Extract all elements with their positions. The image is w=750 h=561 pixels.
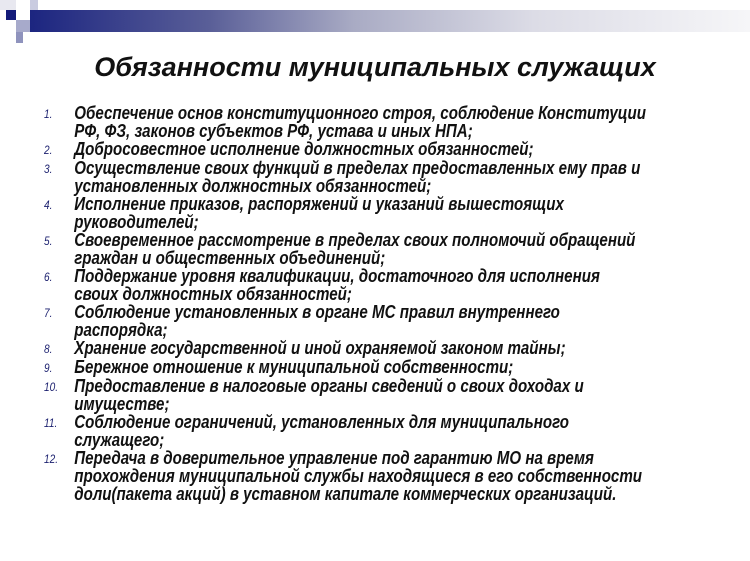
item-number: 10.	[44, 380, 59, 394]
decor-square	[16, 32, 23, 43]
decor-square	[6, 10, 16, 20]
list-item	[44, 104, 716, 140]
item-text: Обеспечение основ конституционного строя, соблюдение Конституции РФ, ФЗ, законов субъектов РФ, устава и иных НПА;	[74, 103, 647, 141]
decor-square	[0, 0, 16, 10]
item-text: Соблюдение ограничений, установленных для муниципального служащего;	[74, 412, 570, 450]
item-number: 7.	[44, 306, 53, 320]
item-number: 2.	[44, 143, 53, 157]
list-item	[44, 358, 716, 377]
item-number: 11.	[44, 416, 58, 430]
item-text: Исполнение приказов, распоряжений и указаний вышестоящих руководителей;	[74, 194, 564, 232]
item-text: Добросовестное исполнение должностных обязанностей;	[74, 139, 534, 159]
list-item	[44, 195, 716, 231]
decor-square	[16, 20, 30, 32]
slide-title: Обязанности муниципальных служащих	[94, 52, 656, 82]
item-text: Поддержание уровня квалификации, достаточного для исполнения своих должностных обязанностей;	[74, 266, 600, 304]
item-text: Осуществление своих функций в пределах предоставленных ему прав и установленных должностных обязанностей;	[74, 158, 641, 196]
item-text: Соблюдение установленных в органе МС правил внутреннего распорядка;	[74, 302, 560, 340]
item-text: Бережное отношение к муниципальной собственности;	[74, 357, 514, 377]
item-text: Своевременное рассмотрение в пределах своих полномочий обращений граждан и общественных объединений;	[74, 230, 636, 268]
list-item	[44, 140, 716, 159]
list-item	[44, 413, 716, 449]
item-number: 9.	[44, 361, 53, 375]
duties-list	[44, 104, 716, 503]
item-text: Передача в доверительное управление под гарантию МО на время прохождения муниципальной службы находящиеся в его собственности доли(пакета акций) в уставном капитале коммерческих организаций.	[74, 448, 643, 504]
item-number: 4.	[44, 198, 53, 212]
list-item	[44, 231, 716, 267]
item-text: Хранение государственной и иной охраняемой законом тайны;	[74, 338, 566, 358]
list-item	[44, 267, 716, 303]
list-item	[44, 449, 716, 503]
item-number: 8.	[44, 342, 53, 356]
header-gradient-bar	[30, 10, 750, 32]
list-item	[44, 377, 716, 413]
list-item	[44, 303, 716, 339]
item-number: 3.	[44, 162, 53, 176]
item-number: 1.	[44, 107, 53, 121]
item-number: 6.	[44, 270, 53, 284]
list-item	[44, 159, 716, 195]
list-item	[44, 339, 716, 358]
item-text: Предоставление в налоговые органы сведений о своих доходах и имуществе;	[74, 376, 584, 414]
item-number: 5.	[44, 234, 53, 248]
item-number: 12.	[44, 452, 59, 466]
